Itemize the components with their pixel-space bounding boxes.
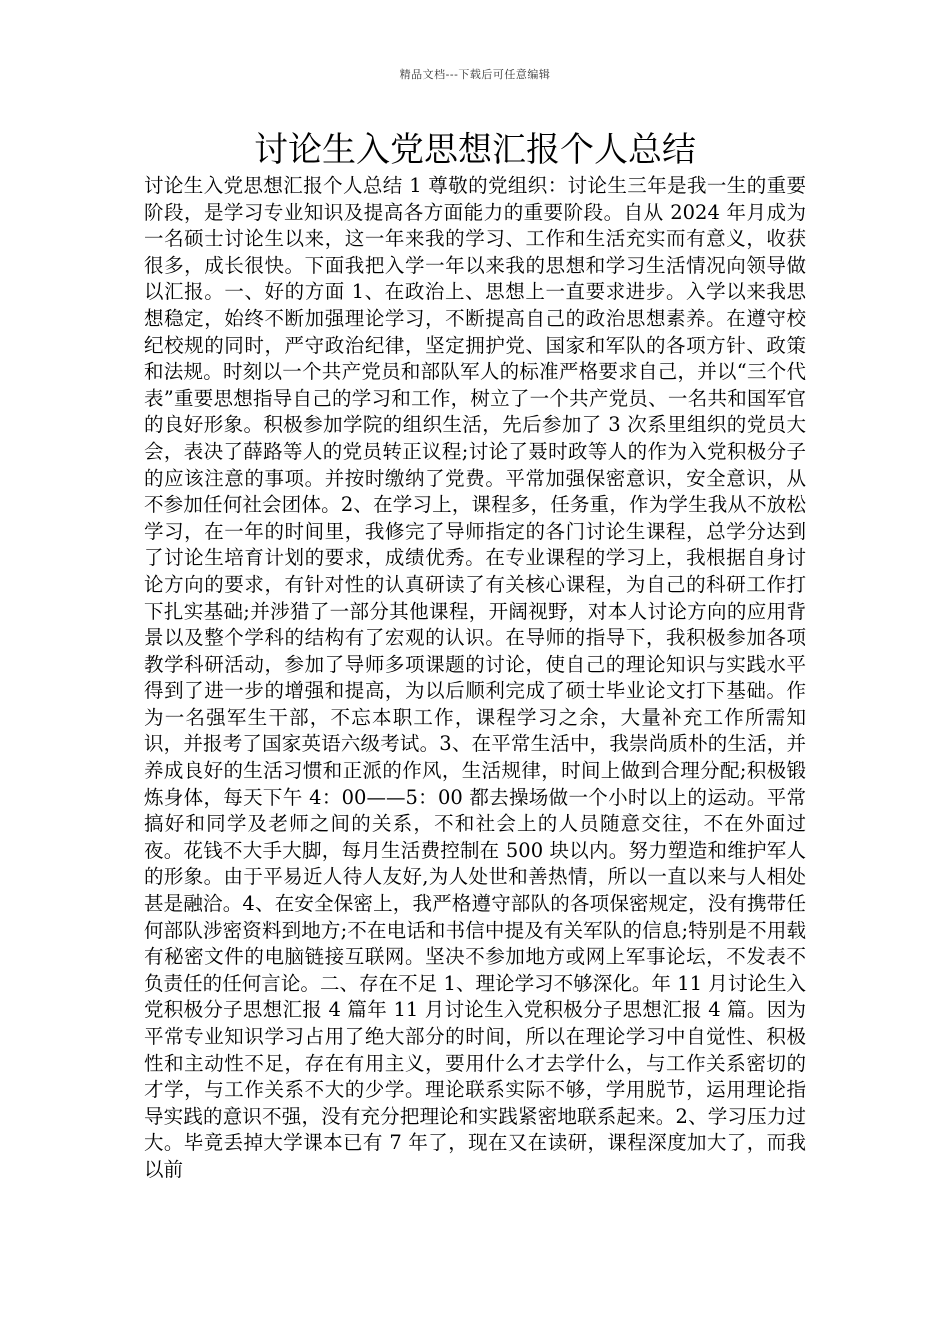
header-note: 精品文档---下载后可任意编辑: [399, 68, 551, 81]
document-title: 讨论生入党思想汇报个人总结: [254, 130, 696, 170]
document-body: 讨论生入党思想汇报个人总结 1 尊敬的党组织：讨论生三年是我一生的重要阶段，是学习专业知识及提高各方面能力的重要阶段。自从 2024 年月成为一名硕士讨论生以来，这一年来我的学习、工作和生活充实而有意义，收获很多，成长很快。下面我把入学一年以来我的思想和学习生活情况向领导做以汇报。一、好的方面 1、在政治上、思想上一直要求进步。入学以来我思想稳定，始终不断加强理论学习，不断提高自己的政治思想素养。在遵守校纪校规的同时，严守政治纪律，坚定拥护党、国家和军队的各项方针、政策和法规。时刻以一个共产党员和部队军人的标准严格要求自己，并以“三个代表”重要思想指导自己的学习和工作，树立了一个共产党员、一名共和国军官的良好形象。积极参加学院的组织生活，先后参加了 3 次系里组织的党员大会，表决了薛路等人的党员转正议程;讨论了聂时政等人的作为入党积极分子的应该注意的事项。并按时缴纳了党费。平常加强保密意识，安全意识，从不参加任何社会团体。2、在学习上，课程多，任务重，作为学生我从不放松学习，在一年的时间里，我修完了导师指定的各门讨论生课程，总学分达到了讨论生培育计划的要求，成绩优秀。在专业课程的学习上，我根据自身讨论方向的要求，有针对性的认真研读了有关核心课程，为自己的科研工作打下扎实基础;并涉猎了一部分其他课程，开阔视野，对本人讨论方向的应用背景以及整个学科的结构有了宏观的认识。在导师的指导下，我积极参加各项教学科研活动，参加了导师多项课题的讨论，使自己的理论知识与实践水平得到了进一步的增强和提高，为以后顺利完成了硕士毕业论文打下基础。作为一名强军生干部，不忘本职工作，课程学习之余，大量补充工作所需知识，并报考了国家英语六级考试。3、在平常生活中，我崇尚质朴的生活，并养成良好的生活习惯和正派的作风，生活规律，时间上做到合理分配;积极锻炼身体，每天下午 4：00——5：00 都去操场做一个小时以上的运动。平常搞好和同学及老师之间的关系，不和社会上的人员随意交往，不在外面过夜。花钱不大手大脚，每月生活费控制在 500 块以内。努力塑造和维护军人的形象。由于平易近人待人友好,为人处世和善热情，所以一直以来与人相处甚是融洽。4、在安全保密上，我严格遵守部队的各项保密规定，没有携带任何部队涉密资料到地方;不在电话和书信中提及有关军队的信息;特别是不用载有秘密文件的电脑链接互联网。坚决不参加地方或网上军事论坛，不发表不负责任的任何言论。二、存在不足 1、理论学习不够深化。年 11 月讨论生入党积极分子思想汇报 4 篇年 11 月讨论生入党积极分子思想汇报 4 篇。因为平常专业知识学习占用了绝大部分的时间，所以在理论学习中自觉性、积极性和主动性不足，存在有用主义，要用什么才去学什么，与工作关系密切的才学，与工作关系不大的少学。理论联系实际不够，学用脱节，运用理论指导实践的意识不强，没有充分把理论和实践紧密地联系起来。2、学习压力过大。毕竟丢掉大学课本已有 7 年了，现在又在读研，课程深度加大了，而我以前: [144, 174, 806, 1181]
